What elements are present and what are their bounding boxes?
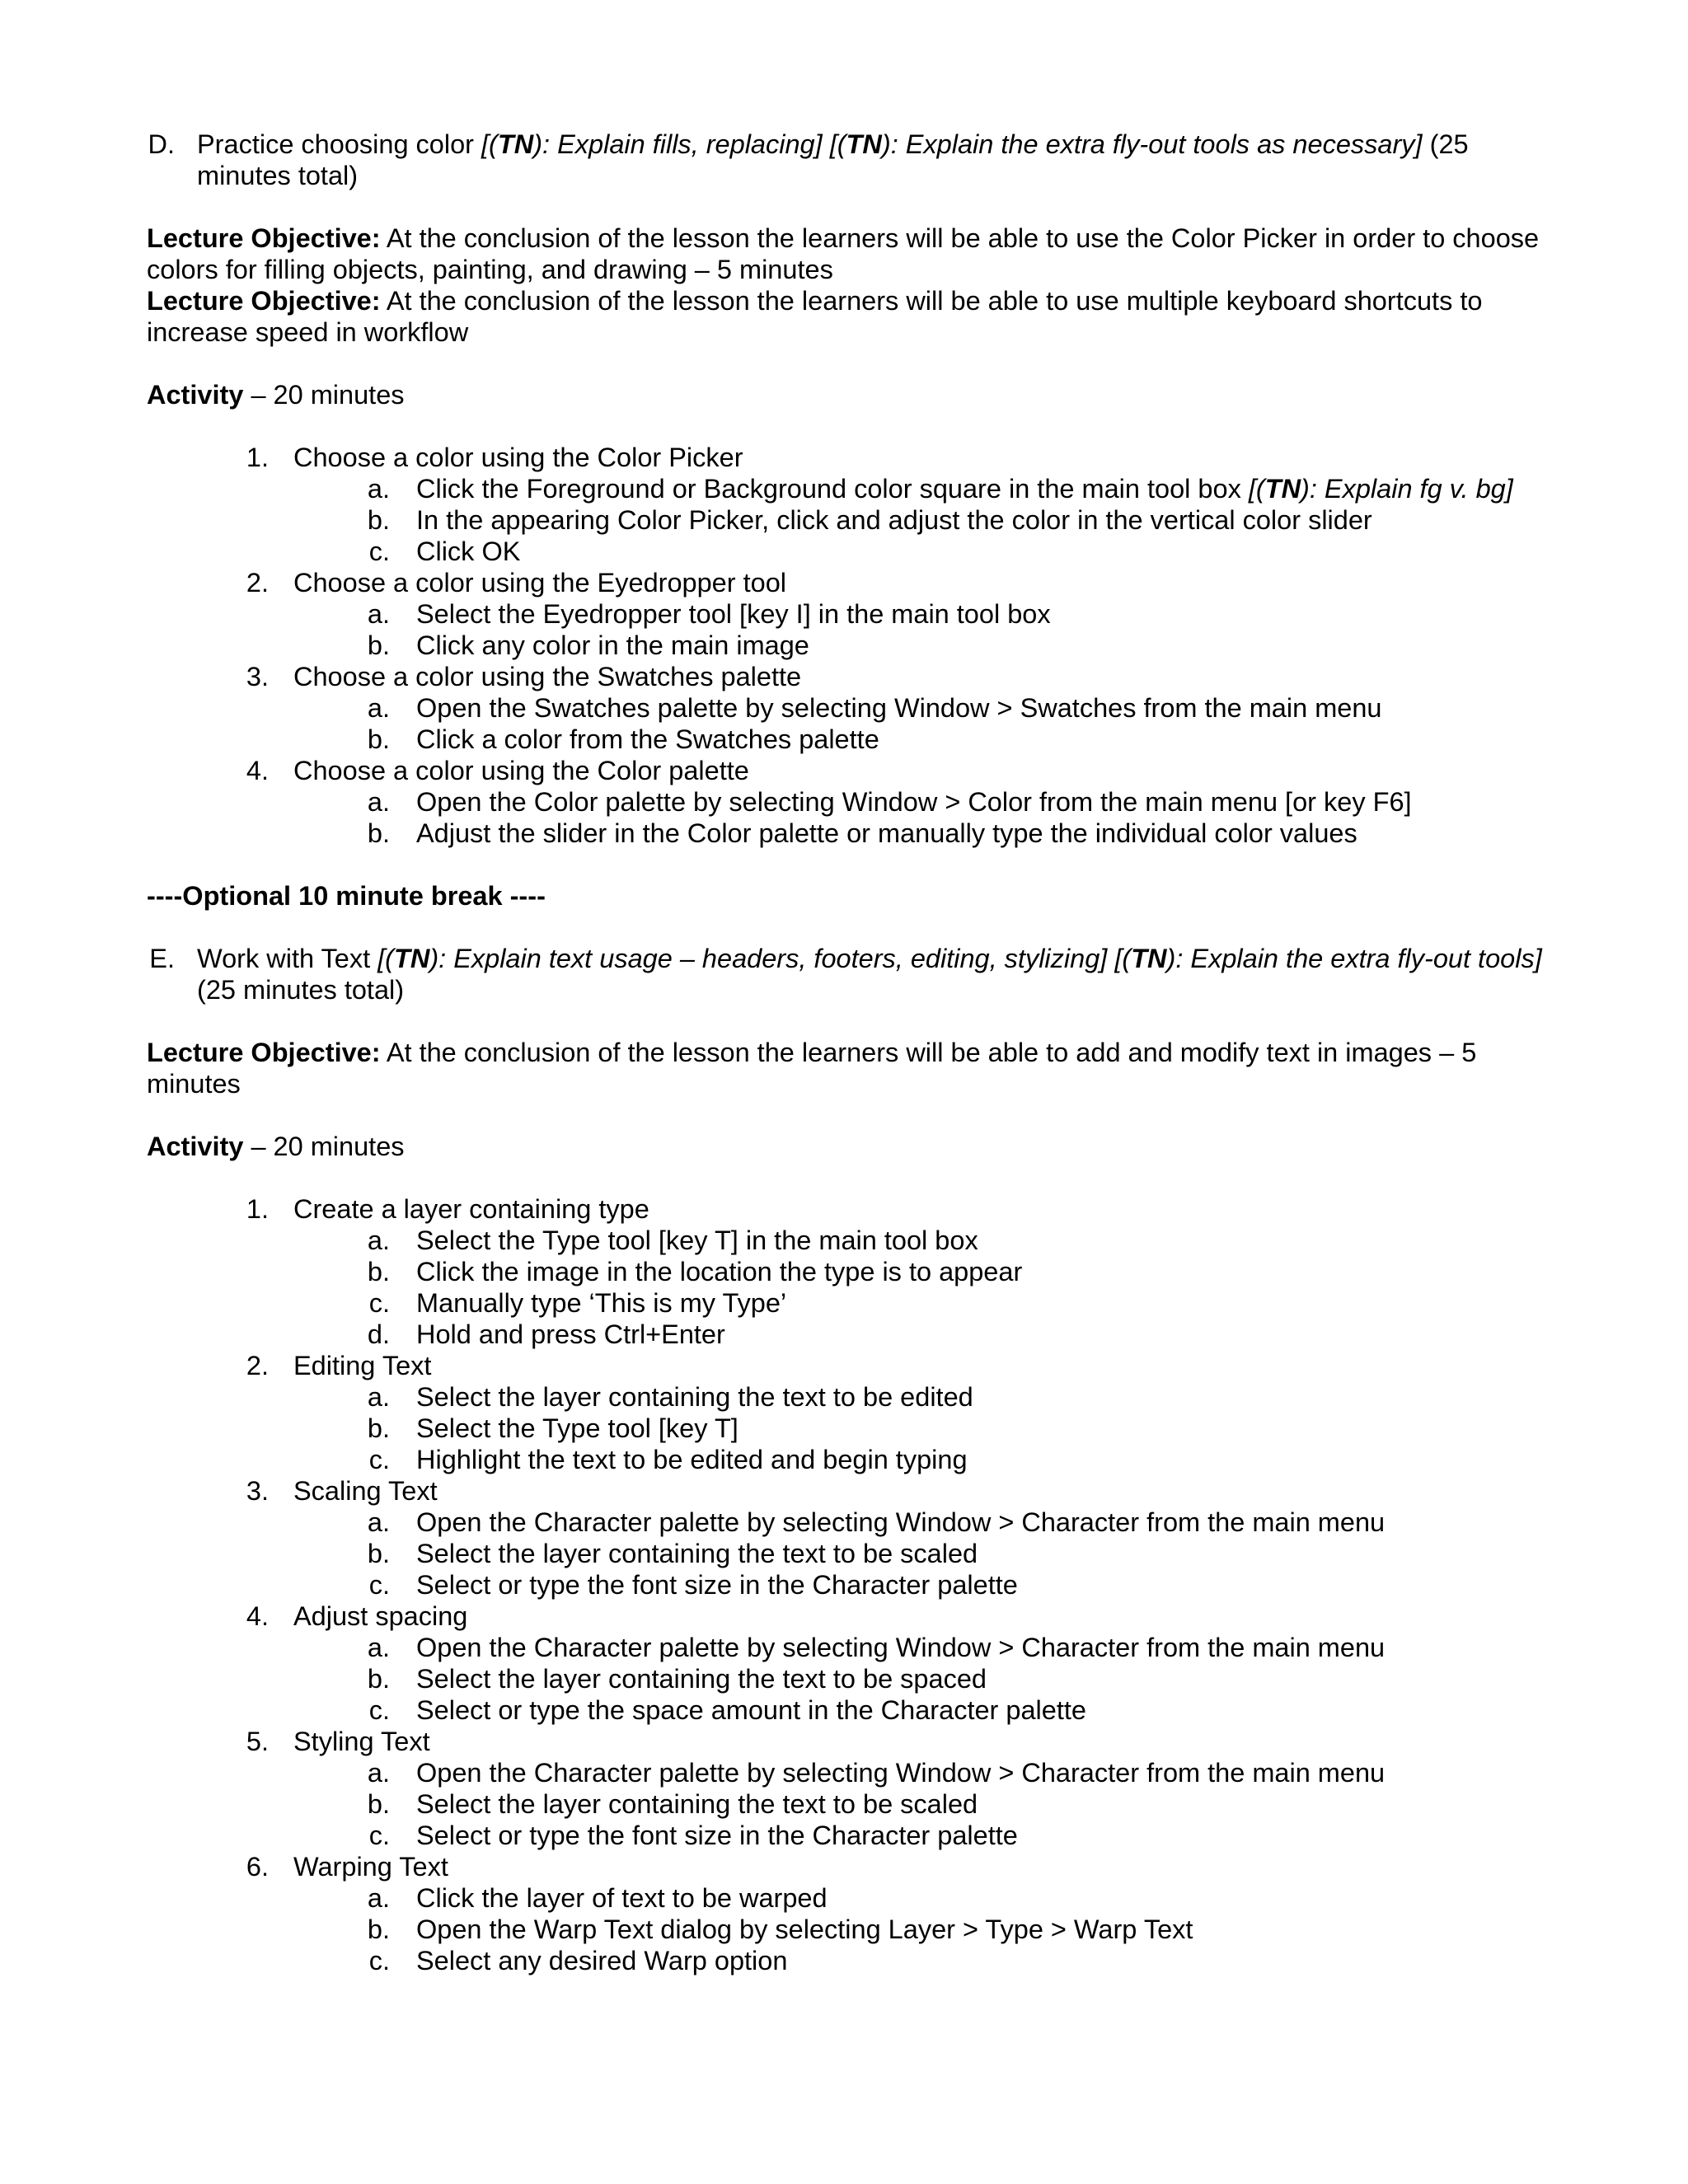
- trainer-note: [(TN): Explain the extra fly-out tools as necessary]: [829, 129, 1423, 159]
- section-title: Practice choosing color: [197, 129, 474, 159]
- objective-text: minutes: [147, 1069, 241, 1099]
- section-letter: D.: [148, 129, 175, 159]
- break-notice: ----Optional 10 minute break ----: [147, 881, 546, 911]
- activity-heading: [147, 1131, 405, 1162]
- section-time: (25 minutes total): [197, 975, 405, 1005]
- section-letter: E.: [149, 944, 175, 973]
- objective-text: increase speed in workflow: [147, 317, 469, 347]
- activity-time: – 20 minutes: [251, 1132, 405, 1161]
- trainer-note: [(TN): Explain the extra fly-out tools]: [1114, 944, 1542, 973]
- activity-label: Activity: [147, 380, 244, 410]
- section-time: (25: [1429, 129, 1469, 159]
- trainer-note: [(TN): Explain fg v. bg]: [1248, 474, 1513, 504]
- objective-label: Lecture Objective:: [147, 286, 381, 316]
- objective-label: Lecture Objective:: [147, 223, 381, 253]
- document-page: D. Practice choosing color [(TN): Explain fills, replacing] [(TN): Explain the extra fly-out tools as necessary] (25 minutes total) Lecture Objective: At the conclusion of the lesson the learners will be able to use the Color Picker in order to choose colors for filling objects, painting, and drawing – 5 minutes Lecture Objective: At the conclusion of the lesson the learners will be able to use multiple keyboard shortcuts to increase speed in workflow Activity – 20 minutes 1. Choose a color using the Color Picker a. Click the Foreground or Background color square in the main tool box [(TN): Explain fg v. bg] b. In the appearing Color Picker, click and adjust the color in the vertical color slider c. Click OK 2. Choose a color using the Eyedropper tool a. Select the Eyedropper tool [key I] in the main tool box b. Click any color in the main image 3. Choose a color using the Swatches palette a. Open the Swatches palette by selecting Window > Swatches from the main menu b. Click a color from the Swatches palette 4. Choose a color using the Color palette a. Open the Color palette by selecting Window > Color from the main menu [or key F6] b. Adjust the slider in the Color palette or manually type the individual color values ----Optional 10 minute break ---- E. Work with Text [(TN): Explain text usage – headers, footers, editing, stylizing] [(TN): Explain the extra fly-out tools] (25 minutes total) Lecture Objective: At the conclusion of the lesson the learners will be able to add and modify text in images – 5 minutes Activity – 20 minutes 1. Create a layer containing type a. Select the Type tool [key T] in the main tool box b. Click the image in the location the type is to appear c. Manually type ‘This is my Type’ d. Hold and press Ctrl+Enter 2. Editing Text a. Select the layer containing the text to be edited b. Select the Type tool [key T] c. Highlight the text to be edited and begin typing 3. Scaling Text a. Open the Character palette by selecting Window > Character from the main menu b. Select the layer containing the text to be scaled c. Select or type the font size in the Character palette 4. Adjust spacing a. Open the Character palette by selecting Window > Character from the main menu b. Select the layer containing the text to be spaced c. Select or type the space amount in the Character palette 5. Styling Text a. Open the Character palette by selecting Window > Character from the main menu b. Select the layer containing the text to be scaled c. Select or type the font size in the Character palette 6. Warping Text a. Click the layer of text to be warped b. Open the Warp Text dialog by selecting Layer > Type > Warp Text c. Select any desired Warp option: [147, 129, 1542, 1975]
- lecture-objective: Lecture Objective: At the conclusion of the lesson the learners will be able to add and modify text in images – 5: [147, 1038, 1477, 1067]
- section-time-continued: minutes total): [197, 161, 359, 190]
- objective-label: Lecture Objective:: [147, 1038, 381, 1067]
- section-title: Work with Text: [197, 944, 371, 973]
- activity-label: Activity: [147, 1132, 244, 1161]
- trainer-note: [(TN): Explain text usage – headers, footers, editing, stylizing]: [377, 944, 1108, 973]
- activity-heading: [147, 379, 405, 410]
- lecture-objective: Lecture Objective: At the conclusion of the lesson the learners will be able to use the Color Picker in order to choose: [147, 223, 1540, 253]
- objective-text: colors for filling objects, painting, and drawing – 5 minutes: [147, 255, 833, 284]
- trainer-note: [(TN): Explain fills, replacing]: [481, 129, 823, 159]
- lecture-objective: Lecture Objective: At the conclusion of the lesson the learners will be able to use multiple keyboard shortcuts to: [147, 286, 1483, 316]
- activity-time: – 20 minutes: [251, 380, 405, 410]
